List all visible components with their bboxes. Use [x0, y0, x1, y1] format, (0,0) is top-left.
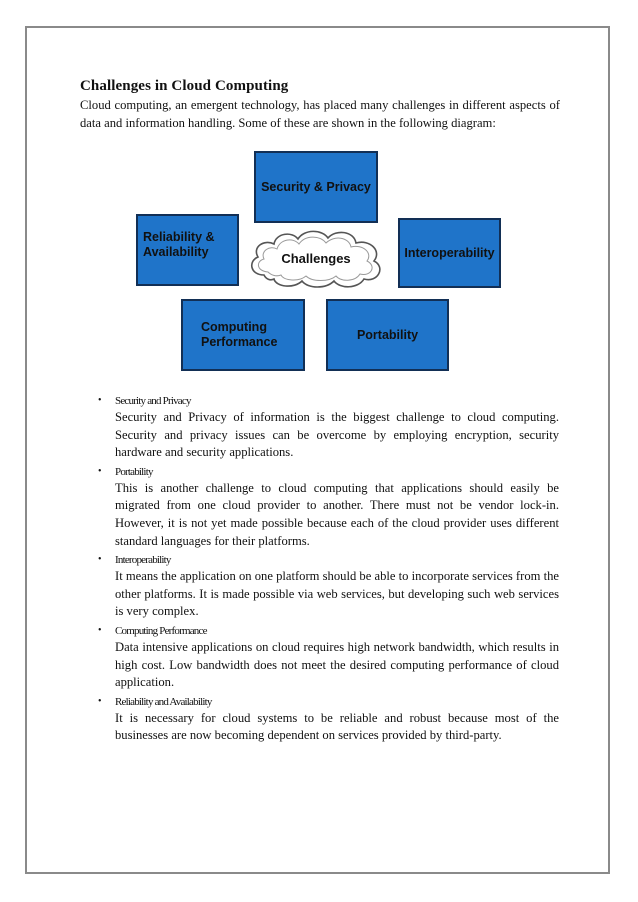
bullet-icon: • [98, 624, 102, 636]
list-item [98, 393, 559, 462]
reliability-availability-box [136, 214, 239, 286]
list-item [98, 464, 559, 550]
list-item-text: This is another challenge to cloud computing that applications should easily be migrated from one cloud provider to another. There must not be vendor lock-in. However, it is not yet made possible because each of the cloud provider uses different standard languages for their platforms. [115, 480, 559, 548]
bullet-icon: • [98, 465, 102, 477]
reliability-label-line2: Availability [143, 245, 209, 259]
list-item-heading: Reliability and Availability [115, 695, 212, 708]
challenges-cloud [244, 223, 388, 293]
list-item-text: It is necessary for cloud systems to be reliable and robust because most of the businesses are now becoming dependent on services provided by third-party. [115, 710, 559, 743]
list-item-heading: Portability [115, 465, 153, 478]
list-item-text: It means the application on one platform should be able to incorporate services from the other platforms. It is made possible via web services, but developing such web services is very complex. [115, 569, 559, 619]
list-item-heading: Security and Privacy [115, 395, 191, 407]
computing-label-line1: Computing [201, 320, 267, 334]
portability-label: Portability [356, 327, 419, 342]
security-privacy-label: Security & Privacy [261, 179, 371, 194]
interoperability-label: Interoperability [404, 245, 495, 260]
challenges-label: Challenges [281, 250, 351, 266]
portability-box [326, 299, 449, 371]
list-item [98, 623, 559, 692]
challenges-list [98, 393, 559, 747]
list-item-heading: Interoperability [115, 554, 171, 567]
list-item-heading: Computing Performance [115, 624, 207, 637]
computing-label-line2: Performance [201, 335, 278, 349]
computing-performance-box [181, 299, 305, 371]
bullet-icon: • [98, 695, 102, 707]
security-privacy-box [254, 151, 378, 223]
bullet-icon: • [98, 554, 102, 566]
list-item-text: Security and Privacy of information is the biggest challenge to cloud computing. Security and privacy issues can be overcome by employing encryption, security hardware and security applications. [115, 410, 559, 460]
list-item [98, 694, 559, 745]
list-item [98, 552, 559, 621]
intro-paragraph: Cloud computing, an emergent technology, has placed many challenges in different aspects of data and information handling. Some of these are shown in the following diagram: [80, 98, 560, 130]
reliability-label-line1: Reliability & [143, 230, 215, 244]
page-title: Challenges in Cloud Computing [80, 78, 289, 94]
list-item-text: Data intensive applications on cloud requires high network bandwidth, which results in high cost. Low bandwidth does not meet the desired computing performance of cloud application. [115, 639, 559, 690]
interoperability-box [398, 218, 501, 288]
challenges-diagram [130, 148, 510, 374]
bullet-icon: • [98, 395, 102, 406]
